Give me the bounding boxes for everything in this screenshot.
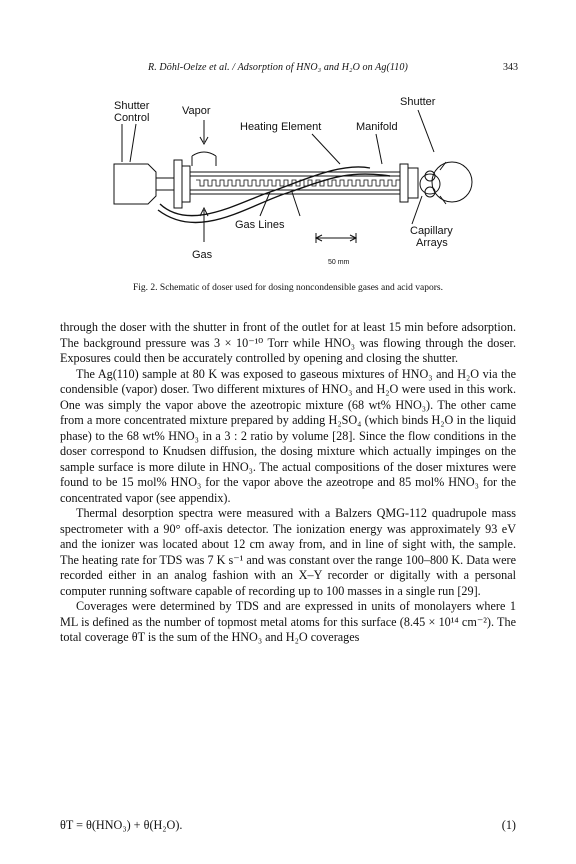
paragraph-1: through the doser with the shutter in front of the outlet for at least 15 min before adsorption. The background pressure was 3 × 10⁻¹⁰ Torr while HNO₃ was flowing through the doser. Exposures could then be accurately controlled by opening and closing the shutter. <box>60 320 516 365</box>
doser-schematic-figure <box>100 92 480 272</box>
label-shutter-control-line1: Shutter <box>114 100 150 112</box>
scale-bar <box>316 233 356 243</box>
equation-formula: θT = θ(HNO₃) + θ(H₂O). <box>60 818 183 832</box>
paragraph-2: The Ag(110) sample at 80 K was exposed to gaseous mixtures of HNO₃ and H₂O via the condensible (vapor) doser. Two different mixtures of HNO₃ and H₂O were used in this work. One was simply the vapor above the azeotropic mixture (68 wt% HNO₃). The other came from a more concentrated mixture prepared by adding H₂SO₄ (which binds H₂O in the liquid phase) to the 68 wt% HNO₃ in a 3 : 2 ratio by volume [28]. Since the flow conditions in the doser correspond to Knudsen diffusion, the dosing mixture which actually impinges on the sample surface is more dilute in HNO₃. The actual compositions of the doser mixtures were found to be 15 mol% HNO₃ for the vapor above the azeotrope and 85 mol% HNO₃ for the concentrated vapor (see appendix). <box>60 366 516 505</box>
label-heating-element: Heating Element <box>240 121 322 133</box>
body-text <box>60 320 516 646</box>
running-header <box>134 62 518 78</box>
label-capillary-line1: Capillary <box>410 225 453 237</box>
label-gas: Gas <box>192 249 213 261</box>
inlet-flange <box>174 152 216 208</box>
page-number: 343 <box>503 62 518 73</box>
label-capillary-line2: Arrays <box>416 237 448 249</box>
shutter-manifold <box>400 164 418 202</box>
paragraph-3: Thermal desorption spectra were measured with a Balzers QMG-112 quadrupole mass spectrometer with a 90° off-axis detector. The ionization energy was approximately 93 eV and the ionizer was located about 12 cm away from, and in line of sight with, the sample. The heating rate for TDS was 7 K s⁻¹ and was constant over the range 100–800 K. Data were recorded either in an analog fashion with an X–Y recorder or digitally with a personal computer running software capable of recording up to 100 masses in a single run [29]. <box>60 506 516 598</box>
equation-number: (1) <box>501 818 516 832</box>
capillary-arrays <box>420 162 472 204</box>
paragraph-4: Coverages were determined by TDS and are expressed in units of monolayers where 1 ML is defined as the number of topmost metal atoms for this surface (8.45 × 10¹⁴ cm⁻²). The total coverage θT is the sum of the HNO₃ and H₂O coverages <box>60 599 516 644</box>
label-vapor: Vapor <box>182 105 211 117</box>
label-shutter-manifold-line1: Shutter <box>400 96 436 108</box>
label-shutter-control-line2: Control <box>114 112 150 124</box>
figure-caption: Fig. 2. Schematic of doser used for dosing noncondensible gases and acid vapors. <box>132 283 443 293</box>
label-scale: 50 mm <box>328 259 350 266</box>
running-title: R. Döhl-Oelze et al. / Adsorption of HNO₃ and H₂O on Ag(110) <box>148 62 408 73</box>
label-shutter-manifold-line2: Manifold <box>356 121 398 133</box>
heating-coil <box>196 180 400 186</box>
shutter-control-actuator <box>114 164 174 204</box>
gas-lines <box>158 167 390 223</box>
doser-schematic-drawing <box>100 92 480 272</box>
label-gas-lines: Gas Lines <box>235 219 285 231</box>
